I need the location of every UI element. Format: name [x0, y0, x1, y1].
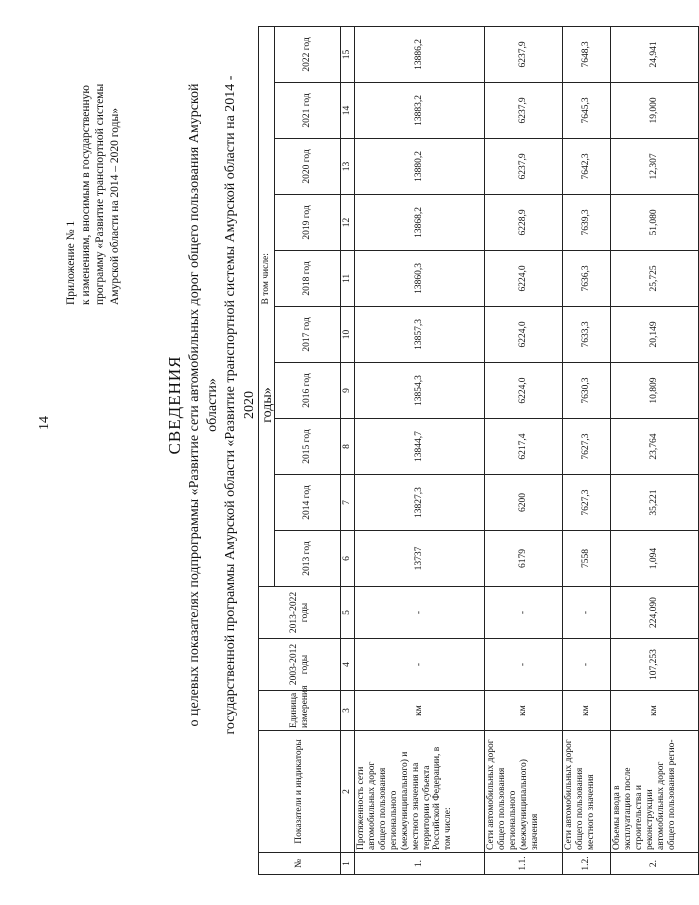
row-2003-2012: -: [485, 639, 563, 691]
row-value: 12,307: [611, 138, 699, 194]
header-year: 2018 год: [275, 250, 341, 306]
column-number: 2: [341, 731, 355, 853]
row-value: 7627,3: [563, 419, 611, 475]
appendix-line-1: Приложение № 1: [65, 220, 77, 305]
header-indicator: Показатели и индикаторы: [259, 731, 341, 853]
row-indicator: Сети автомобильных дорог общего пользования местного значения: [563, 731, 611, 853]
column-number: 14: [341, 82, 355, 138]
row-value: 7636,3: [563, 250, 611, 306]
header-year: 2017 год: [275, 306, 341, 362]
row-value: 6237,9: [485, 138, 563, 194]
column-number: 15: [341, 26, 355, 82]
row-value: 7630,3: [563, 363, 611, 419]
row-value: 6224,0: [485, 250, 563, 306]
row-value: 7648,3: [563, 26, 611, 82]
column-number-row: [341, 26, 355, 874]
column-number: 11: [341, 250, 355, 306]
row-2003-2012: 107,253: [611, 639, 699, 691]
appendix-line-3: программу «Развитие транспортной системы: [94, 83, 107, 305]
row-indicator: Сети автомобильных дорог общего пользования регионального (межмуниципального) значения: [485, 731, 563, 853]
row-value: 13737: [355, 531, 485, 587]
row-value: 19,000: [611, 82, 699, 138]
header-year: 2021 год: [275, 82, 341, 138]
heading-line-3: годы»: [259, 387, 275, 423]
row-number: 1.2.: [563, 853, 611, 875]
row-value: 24,941: [611, 26, 699, 82]
row-2013-2022: 224,090: [611, 587, 699, 639]
row-value: 6224,0: [485, 363, 563, 419]
table-row: [611, 26, 699, 874]
row-value: 6237,9: [485, 82, 563, 138]
header-year: 2016 год: [275, 363, 341, 419]
row-number: 1.1.: [485, 853, 563, 875]
column-number: 12: [341, 194, 355, 250]
row-value: 25,725: [611, 250, 699, 306]
document-title: СВЕДЕНИЯ: [165, 355, 184, 455]
page-number: 14: [37, 416, 52, 430]
row-value: 7642,3: [563, 138, 611, 194]
header-year: 2020 год: [275, 138, 341, 194]
column-number: 6: [341, 531, 355, 587]
row-value: 13886,2: [355, 26, 485, 82]
row-value: 10,809: [611, 363, 699, 419]
heading-line-1: о целевых показателях подпрограммы «Развитие сети автомобильных дорог общего пользования Амурской области»: [187, 83, 221, 727]
header-2013-2022: 2013-2022 годы: [259, 587, 341, 639]
header-num: №: [259, 853, 341, 875]
header-year: 2013 год: [275, 531, 341, 587]
row-value: 7639,3: [563, 194, 611, 250]
row-value: 6200: [485, 475, 563, 531]
row-unit: км: [611, 691, 699, 731]
row-value: 6179: [485, 531, 563, 587]
row-value: 13854,3: [355, 363, 485, 419]
row-2013-2022: -: [355, 587, 485, 639]
row-value: 13844,7: [355, 419, 485, 475]
header-year: 2019 год: [275, 194, 341, 250]
row-2003-2012: -: [355, 639, 485, 691]
row-value: 6228,9: [485, 194, 563, 250]
indicators-table: [258, 26, 699, 875]
row-value: 13868,2: [355, 194, 485, 250]
table-row: [563, 26, 611, 874]
row-value: 7633,3: [563, 306, 611, 362]
row-value: 35,221: [611, 475, 699, 531]
row-value: 13880,2: [355, 138, 485, 194]
appendix-line-2: к изменениям, вносимым в государственную: [79, 85, 92, 305]
row-number: 2.: [611, 853, 699, 875]
row-value: 13860,3: [355, 250, 485, 306]
table-row: [355, 26, 485, 874]
row-value: 6224,0: [485, 306, 563, 362]
row-value: 20,149: [611, 306, 699, 362]
row-value: 51,080: [611, 194, 699, 250]
row-value: 13883,2: [355, 82, 485, 138]
column-number: 5: [341, 587, 355, 639]
row-unit: км: [485, 691, 563, 731]
row-unit: км: [355, 691, 485, 731]
row-2013-2022: -: [485, 587, 563, 639]
row-value: 13827,3: [355, 475, 485, 531]
row-2013-2022: -: [563, 587, 611, 639]
row-2003-2012: -: [563, 639, 611, 691]
column-number: 7: [341, 475, 355, 531]
rotated-page-content: [0, 20, 677, 895]
row-value: 6237,9: [485, 26, 563, 82]
row-indicator: Протяженность сети автомобильных дорог общего пользования регионального (межмуниципального) и местного значения на территории субъекта Российской Федерации, в том числе:: [355, 731, 485, 853]
row-indicator: Объемы ввода в эксплуатацию после строительства и реконструкции автомобильных дорог общего пользования регио-: [611, 731, 699, 853]
appendix-line-4: Амурской области на 2014 – 2020 годы»: [109, 108, 122, 305]
column-number: 10: [341, 306, 355, 362]
row-value: 13857,3: [355, 306, 485, 362]
column-number: 4: [341, 639, 355, 691]
header-year: 2014 год: [275, 475, 341, 531]
column-number: 13: [341, 138, 355, 194]
header-in-that-number: В том числе:: [259, 26, 275, 306]
row-value: 7627,3: [563, 475, 611, 531]
header-year: 2022 год: [275, 26, 341, 82]
table-row: [485, 26, 563, 874]
appendix-note: [64, 25, 123, 305]
header-year: 2015 год: [275, 419, 341, 475]
row-value: 1,094: [611, 531, 699, 587]
row-value: 23,764: [611, 419, 699, 475]
column-number: 8: [341, 419, 355, 475]
column-number: 3: [341, 691, 355, 731]
header-unit: Единица измерения: [259, 691, 341, 731]
column-number: 9: [341, 363, 355, 419]
row-number: 1.: [355, 853, 485, 875]
row-unit: км: [563, 691, 611, 731]
row-value: 6217,4: [485, 419, 563, 475]
row-value: 7645,3: [563, 82, 611, 138]
row-value: 7558: [563, 531, 611, 587]
column-number: 1: [341, 853, 355, 875]
header-spacer: [259, 306, 275, 586]
header-2003-2012: 2003-2012 годы: [259, 639, 341, 691]
heading-line-2: государственной программы Амурской области «Развитие транспортной системы Амурской области на 2014 - 2020: [223, 75, 257, 735]
